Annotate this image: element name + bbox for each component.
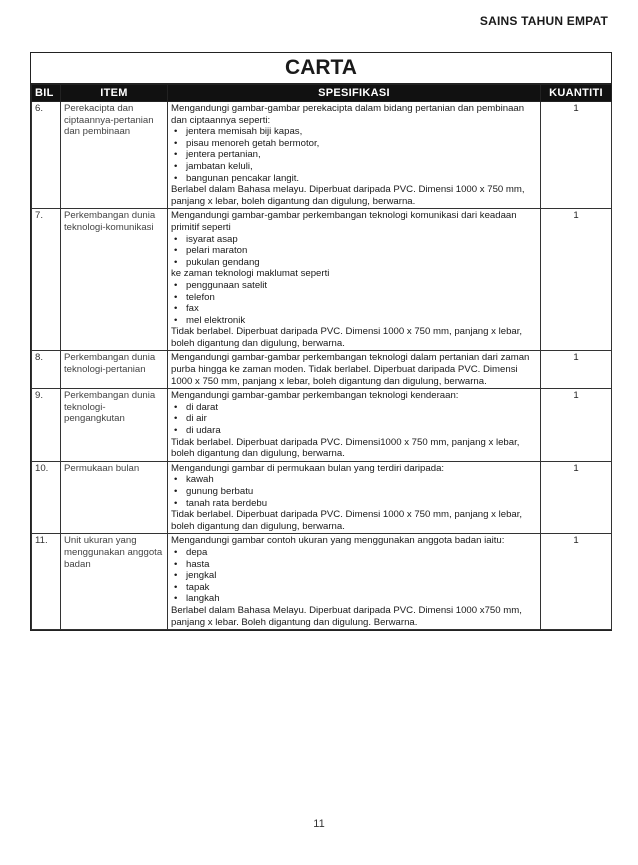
row-bil: 7. [32, 209, 61, 351]
row-spesifikasi [168, 102, 541, 209]
row-kuantiti: 1 [541, 461, 612, 534]
row-item: Perkembangan dunia teknologi-pengangkutan [61, 389, 168, 462]
spec-bullet: • hasta [171, 559, 537, 571]
row-bil: 9. [32, 389, 61, 462]
spec-bullet: • di udara [171, 425, 537, 437]
table-row [32, 461, 612, 534]
spec-outro: Berlabel dalam Bahasa Melayu. Diperbuat daripada PVC. Dimensi 1000 x750 mm, panjang x lebar. Boleh digantung dan digulung. Berwarna. [171, 604, 522, 628]
row-bil: 6. [32, 102, 61, 209]
table-row [32, 102, 612, 209]
spec-bullet: • langkah [171, 593, 537, 605]
spec-outro: Berlabel dalam Bahasa melayu. Diperbuat daripada PVC. Dimensi 1000 x 750 mm, panjang x lebar, boleh digantung dan digulung, berwarna. [171, 184, 525, 207]
table-row [32, 209, 612, 351]
spec-bullet: • depa [171, 547, 537, 559]
column-header-spesifikasi: SPESIFIKASI [168, 85, 541, 102]
spec-bullet: • telefon [171, 292, 537, 304]
column-header-kuantiti: KUANTITI [541, 85, 612, 102]
spec-bullet-list [171, 474, 537, 509]
spec-bullet-list [171, 126, 537, 184]
row-spesifikasi [168, 461, 541, 534]
spec-intro: Mengandungi gambar-gambar perkembangan teknologi kenderaan: [171, 390, 459, 402]
row-bil: 8. [32, 351, 61, 389]
carta-table-sheet [30, 52, 612, 631]
spec-intro: Mengandungi gambar di permukaan bulan yang terdiri daripada: [171, 462, 445, 474]
spec-bullet: • kawah [171, 474, 537, 486]
spec-bullet: • pukulan gendang [171, 257, 537, 269]
row-kuantiti: 1 [541, 351, 612, 389]
spec-bullet: • tapak [171, 582, 537, 594]
column-header-bil: BIL [32, 85, 61, 102]
spec-intro: Mengandungi gambar-gambar perkembangan teknologi dalam pertanian dari zaman purba hingga ke zaman moden. Tidak berlabel. Diperbuat daripada PVC. Dimensi 1000 x 750 mm, panjang x lebar, boleh digantung dan digulung, berwarna. [171, 352, 530, 387]
spec-bullet-list [171, 234, 537, 269]
spec-bullet: • penggunaan satelit [171, 280, 537, 292]
row-item: Perkembangan dunia teknologi-komunikasi [61, 209, 168, 351]
row-item: Unit ukuran yang menggunakan anggota badan [61, 534, 168, 630]
spec-bullet: • tanah rata berdebu [171, 498, 537, 510]
table-body [32, 102, 612, 630]
spec-bullet: • bangunan pencakar langit. [171, 173, 537, 185]
spec-bullet: • di darat [171, 402, 537, 414]
spec-intro: Mengandungi gambar-gambar perekacipta dalam bidang pertanian dan pembinaan dan ciptaannya seperti: [171, 103, 525, 126]
spec-intro: Mengandungi gambar contoh ukuran yang menggunakan anggota badan iaitu: [171, 535, 505, 547]
spec-bullet-list [171, 402, 537, 437]
row-spesifikasi [168, 389, 541, 462]
row-kuantiti: 1 [541, 209, 612, 351]
spec-outro: Tidak berlabel. Diperbuat daripada PVC. Dimensi1000 x 750 mm, panjang x lebar, boleh digantung dan digulung, berwarna. [171, 436, 520, 460]
row-kuantiti: 1 [541, 534, 612, 630]
spec-bullet: • mel elektronik [171, 315, 537, 327]
table-row [32, 534, 612, 630]
page-number: 11 [313, 818, 325, 830]
spec-bullet: • isyarat asap [171, 234, 537, 246]
spec-outro: Tidak berlabel. Diperbuat daripada PVC. Dimensi 1000 x 750 mm, panjang x lebar, boleh digantung dan digulung, berwarna. [171, 326, 523, 349]
table-header-row [32, 85, 612, 102]
spec-intro: Mengandungi gambar-gambar perkembangan teknologi komunikasi dari keadaan primitif seperti [171, 210, 517, 233]
spec-bullet: • pelari maraton [171, 245, 537, 257]
spec-bullet: • jentera pertanian, [171, 149, 537, 161]
spec-bullet: • jentera memisah biji kapas, [171, 126, 537, 138]
page-header-title: SAINS TAHUN EMPAT [479, 14, 608, 28]
table-row [32, 351, 612, 389]
spec-bullet-list [171, 280, 537, 326]
column-header-item: ITEM [61, 85, 168, 102]
row-bil: 11. [32, 534, 61, 630]
row-spesifikasi [168, 534, 541, 630]
spec-bullet: • jengkal [171, 570, 537, 582]
table-row [32, 389, 612, 462]
section-title: CARTA [31, 53, 611, 84]
spec-bullet-list [171, 547, 537, 605]
spec-bullet: • jambatan keluli, [171, 161, 537, 173]
row-spesifikasi [168, 209, 541, 351]
spec-outro: Tidak berlabel. Diperbuat daripada PVC. Dimensi 1000 x 750 mm, panjang x lebar, boleh digantung dan digulung, berwarna. [171, 509, 523, 532]
row-item: Perekacipta dan ciptaannya-pertanian dan pembinaan [61, 102, 168, 209]
spec-mid: ke zaman teknologi maklumat seperti [171, 268, 330, 280]
row-kuantiti: 1 [541, 389, 612, 462]
specification-table [31, 84, 612, 630]
row-kuantiti: 1 [541, 102, 612, 209]
row-item: Perkembangan dunia teknologi-pertanian [61, 351, 168, 389]
row-bil: 10. [32, 461, 61, 534]
spec-bullet: • di air [171, 413, 537, 425]
row-item: Permukaan bulan [61, 461, 168, 534]
spec-bullet: • gunung berbatu [171, 486, 537, 498]
row-spesifikasi [168, 351, 541, 389]
spec-bullet: • fax [171, 303, 537, 315]
spec-bullet: • pisau menoreh getah bermotor, [171, 138, 537, 150]
